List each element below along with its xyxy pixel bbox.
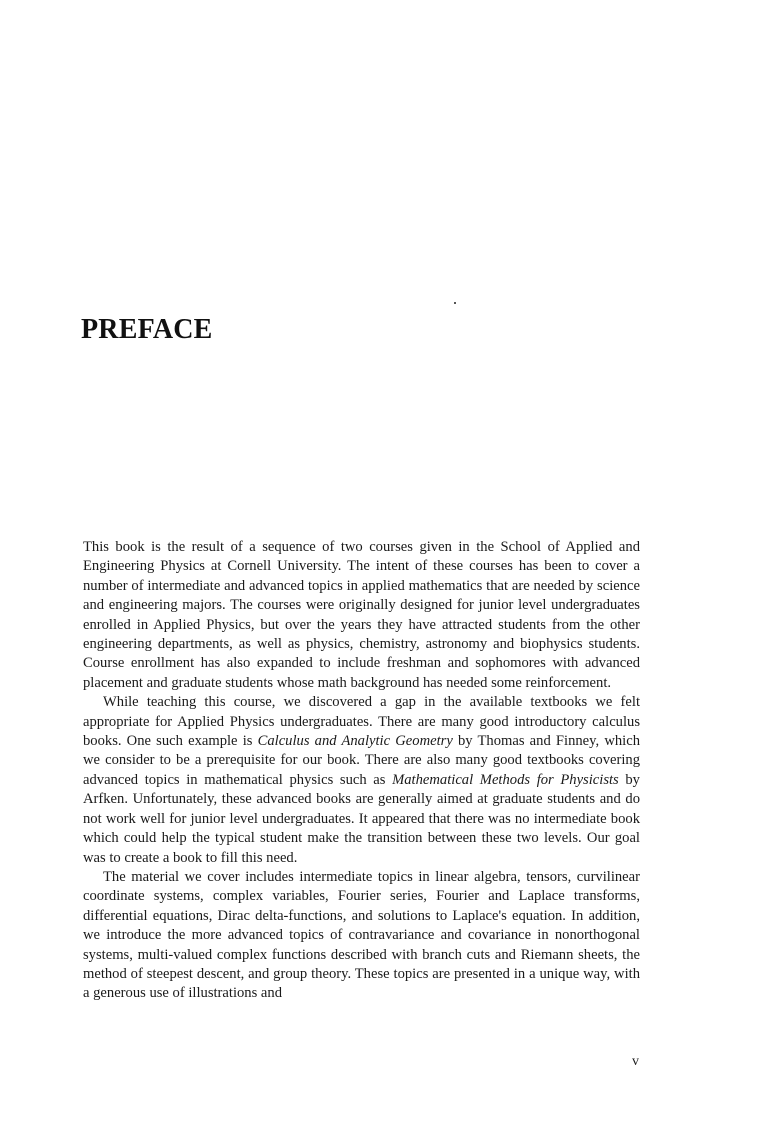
print-speck <box>454 302 456 304</box>
paragraph-text: The material we cover includes intermediate topics in linear algebra, tensors, curvilinear coordinate systems, complex variables, Fourier series, Fourier and Laplace transforms, differential equations, Dirac delta-functions, and solutions to Laplace's equation. In addition, we introduce the more advanced topics of contravariance and covariance in nonorthogonal systems, multi-valued complex functions described with branch cuts and Riemann sheets, the method of steepest descent, and group theory. These topics are presented in a unique way, with a generous use of illustrations and <box>83 868 640 1002</box>
book-title-italic: Mathematical Methods for Physicists <box>392 771 619 788</box>
paragraph-text: by Arfken. Unfortunately, these advanced books are generally aimed at graduate students and do not work well for junior level undergraduates. It appeared that there was no intermediate book which could help the typical student make the transition between these two levels. Our goal was to create a book to fill this need. <box>83 771 640 866</box>
paragraph-text: While teaching this course, we discovered a gap in the available textbooks we felt appropriate for Applied Physics undergraduates. There are many good introductory calculus books. One such example is <box>83 694 640 750</box>
paragraph-2 <box>83 693 640 868</box>
preface-body <box>83 538 640 1004</box>
paragraph-text: by Thomas and Finney, which we consider to be a prerequisite for our book. There are also many good textbooks covering advanced topics in mathematical physics such as <box>83 733 640 788</box>
paragraph-text: This book is the result of a sequence of two courses given in the School of Applied and Engineering Physics at Cornell University. The intent of these courses has been to cover a number of intermediate and advanced topics in applied mathematics that are needed by science and engineering majors. The courses were originally designed for junior level undergraduates enrolled in Applied Physics, but over the years they have attracted students from the other engineering departments, as well as physics, chemistry, astronomy and biophysics students. Course enrollment has also expanded to include freshman and sophomores with advanced placement and graduate students whose math background has needed some reinforcement. <box>83 539 640 691</box>
paragraph-1 <box>83 538 640 693</box>
paragraph-3 <box>83 868 640 1004</box>
book-title-italic: Calculus and Analytic Geometry <box>257 733 453 750</box>
page-title: PREFACE <box>81 314 213 345</box>
page-number: v <box>632 1054 639 1069</box>
